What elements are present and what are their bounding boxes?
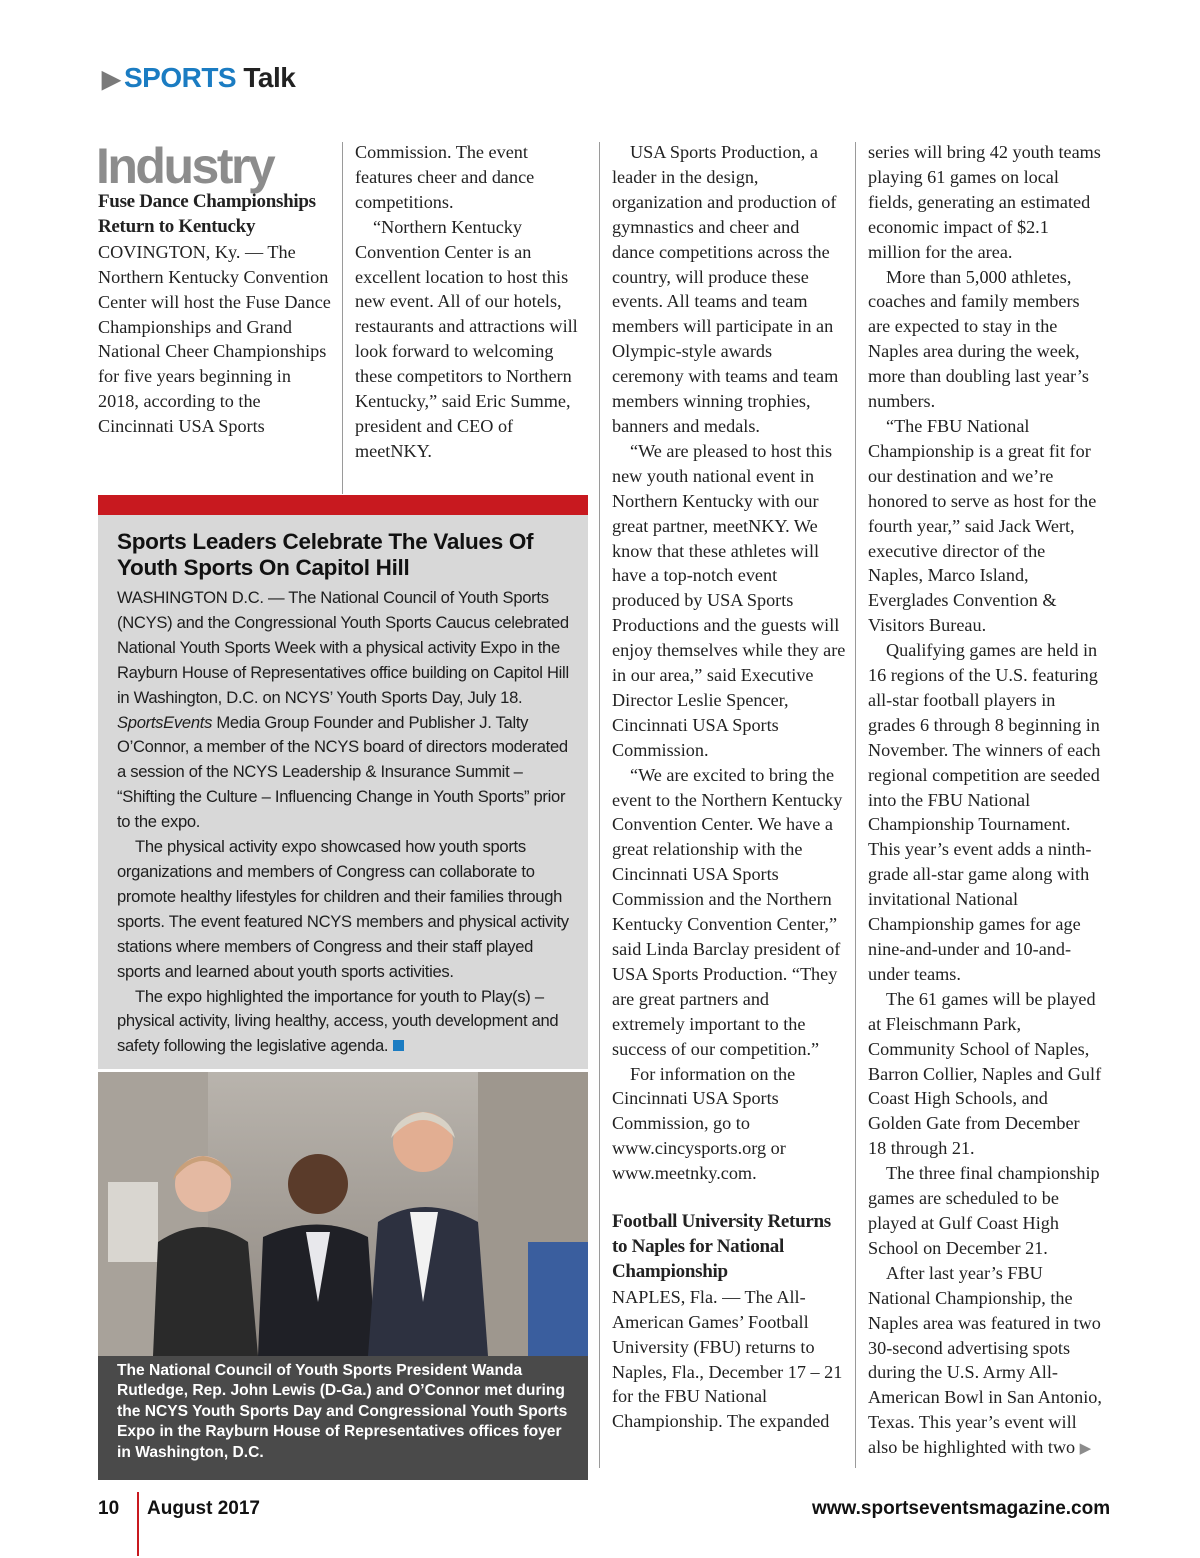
column-rule bbox=[599, 142, 600, 1468]
article2-col4-p4: Qualifying games are held in 16 regions of the U.S. featuring all-star football players in grades 6 through 8 beginning in November. The winners of each regional competition are seeded into the FBU National Championship Tournament. This year’s event adds a ninth-grade all-star game along with invitational National Championship games for age nine-and-under and 10-and-under teams. bbox=[868, 640, 1101, 984]
event-photo-illustration bbox=[98, 1072, 588, 1356]
spacer bbox=[612, 1186, 846, 1210]
article1-col2-p1: Commission. The event features cheer and dance competitions. bbox=[355, 142, 535, 212]
industry-heading: Industry bbox=[96, 138, 274, 194]
column3 bbox=[612, 140, 846, 1434]
triangle-right-icon: ▶ bbox=[102, 66, 120, 93]
issue-date: August 2017 bbox=[147, 1498, 260, 1519]
sidebar-red-bar bbox=[98, 495, 588, 515]
article1-title: Fuse Dance Championships Return to Kentucky bbox=[98, 191, 316, 237]
column-rule bbox=[855, 142, 856, 1468]
sidebar-p3: The expo highlighted the importance for youth to Play(s) – physical activity, living healthy, access, youth development and safety following the legislative agenda. bbox=[117, 986, 559, 1056]
article1-column2 bbox=[355, 140, 588, 464]
article2-title: Football University Returns to Naples for National Championship bbox=[612, 1211, 831, 1282]
event-photo bbox=[98, 1072, 588, 1356]
article1-col1-text: COVINGTON, Ky. — The Northern Kentucky Convention Center will host the Fuse Dance Championships and Grand National Cheer Championships for five years beginning in 2018, according to the Cincinnati USA Sports bbox=[98, 241, 331, 437]
article2-col4-p3: “The FBU National Championship is a great fit for our destination and we’re honored to serve as host for the fourth year,” said Jack Wert, executive director of the Naples, Marco Island, Everglades Convention & Visitors Bureau. bbox=[868, 415, 1097, 636]
article2-col4-p7: After last year’s FBU National Championship, the Naples area was featured in two 30-second advertising spots during the U.S. Army All-American Bowl in San Antonio, Texas. This year’s event will also be highlighted with two ▶ bbox=[868, 1262, 1102, 1458]
article1-col3-p3: “We are excited to bring the event to the Northern Kentucky Convention Center. We have a great relationship with the Cincinnati USA Sports Commission and the Northern Kentucky Convention Center,” said Linda Barclay president of USA Sports Production. “They are great partners and extremely important to the success of our competition.” bbox=[612, 764, 843, 1059]
article2-col4-p1: series will bring 42 youth teams playing 61 games on local fields, generating an estimated economic impact of $2.1 million for the area. bbox=[868, 142, 1101, 262]
footer-rule bbox=[137, 1492, 139, 1556]
continue-arrow-icon: ▶ bbox=[1079, 1441, 1092, 1458]
publication-name: SportsEvents bbox=[117, 712, 213, 732]
article1-col2-p2: “Northern Kentucky Convention Center is an excellent location to host this new event. All of our hotels, restaurants and attractions will look forward to welcoming these competitors to Northern Kentucky,” said Eric Summe, president and CEO of meetNKY. bbox=[355, 216, 578, 461]
article1-col3-p2: “We are pleased to host this new youth national event in Northern Kentucky with our great partner, meetNKY. We know that these athletes will have a top-notch event produced by USA Sports Productions and the guests will enjoy themselves while they are in our area,” said Executive Director Leslie Spencer, Cincinnati USA Sports Commission. bbox=[612, 440, 846, 760]
sidebar-p2: The physical activity expo showcased how youth sports organizations and members of Congress can collaborate to promote healthy lifestyles for children and their families through sports. The event featured NCYS members and physical activity stations where members of Congress and their staff played sports and learned about youth sports activities. bbox=[117, 837, 569, 981]
section-label-sports: SPORTS bbox=[123, 62, 237, 93]
sidebar-body bbox=[117, 586, 573, 1059]
article2-col3-text: NAPLES, Fla. — The All-American Games’ Football University (FBU) returns to Naples, Fla., December 17 – 21 for the FBU National Championship. The expanded bbox=[612, 1286, 843, 1432]
article1-column1 bbox=[98, 190, 336, 439]
article1-col3-p1: USA Sports Production, a leader in the design, organization and production of gymnastics and cheer and dance competitions across the country, will produce these events. All teams and team members will participate in an Olympic-style awards ceremony with teams and team members winning trophies, banners and medals. bbox=[612, 142, 839, 436]
article2-col4-p6: The three final championship games are scheduled to be played at Gulf Coast High School on December 21. bbox=[868, 1163, 1100, 1258]
section-label-talk: Talk bbox=[243, 62, 296, 93]
article1-col3-p4: For information on the Cincinnati USA Sports Commission, go to www.cincysports.org or www.meetnky.com. bbox=[612, 1063, 796, 1184]
section-label bbox=[102, 62, 295, 94]
column4 bbox=[868, 140, 1102, 1462]
article2-col4-p2: More than 5,000 athletes, coaches and family members are expected to stay in the Naples area during the week, more than doubling last year’s numbers. bbox=[868, 266, 1089, 412]
photo-caption: The National Council of Youth Sports President Wanda Rutledge, Rep. John Lewis (D-Ga.) and O’Connor met during the NCYS Youth Sports Day and Congressional Youth Sports Expo in the Rayburn House of Representatives offices foyer in Washington, D.C. bbox=[117, 1362, 568, 1461]
square-icon bbox=[393, 1040, 404, 1051]
column-rule bbox=[342, 142, 343, 494]
article2-col4-p5: The 61 games will be played at Fleischmann Park, Community School of Naples, Barron Collier, Naples and Gulf Coast High Schools, and Golden Gate from December 18 through 21. bbox=[868, 988, 1102, 1159]
sidebar-p1: WASHINGTON D.C. — The National Council of Youth Sports (NCYS) and the Congressional Youth Sports Caucus celebrated National Youth Sports Week with a physical activity Expo in the Rayburn House of Representatives office building on Capitol Hill in Washington, D.C. on NCYS’ Youth Sports Day, July 18. SportsEvents Media Group Founder and Publisher J. Talty O’Connor, a member of the NCYS board of directors moderated a session of the NCYS Leadership & Insurance Summit – “Shifting the Culture – Influencing Change in Youth Sports” prior to the expo. bbox=[117, 588, 569, 832]
page-number: 10 bbox=[98, 1498, 120, 1519]
sidebar-title: Sports Leaders Celebrate The Values Of Youth Sports On Capitol Hill bbox=[117, 529, 534, 580]
website-url: www.sportseventsmagazine.com bbox=[812, 1498, 1111, 1519]
